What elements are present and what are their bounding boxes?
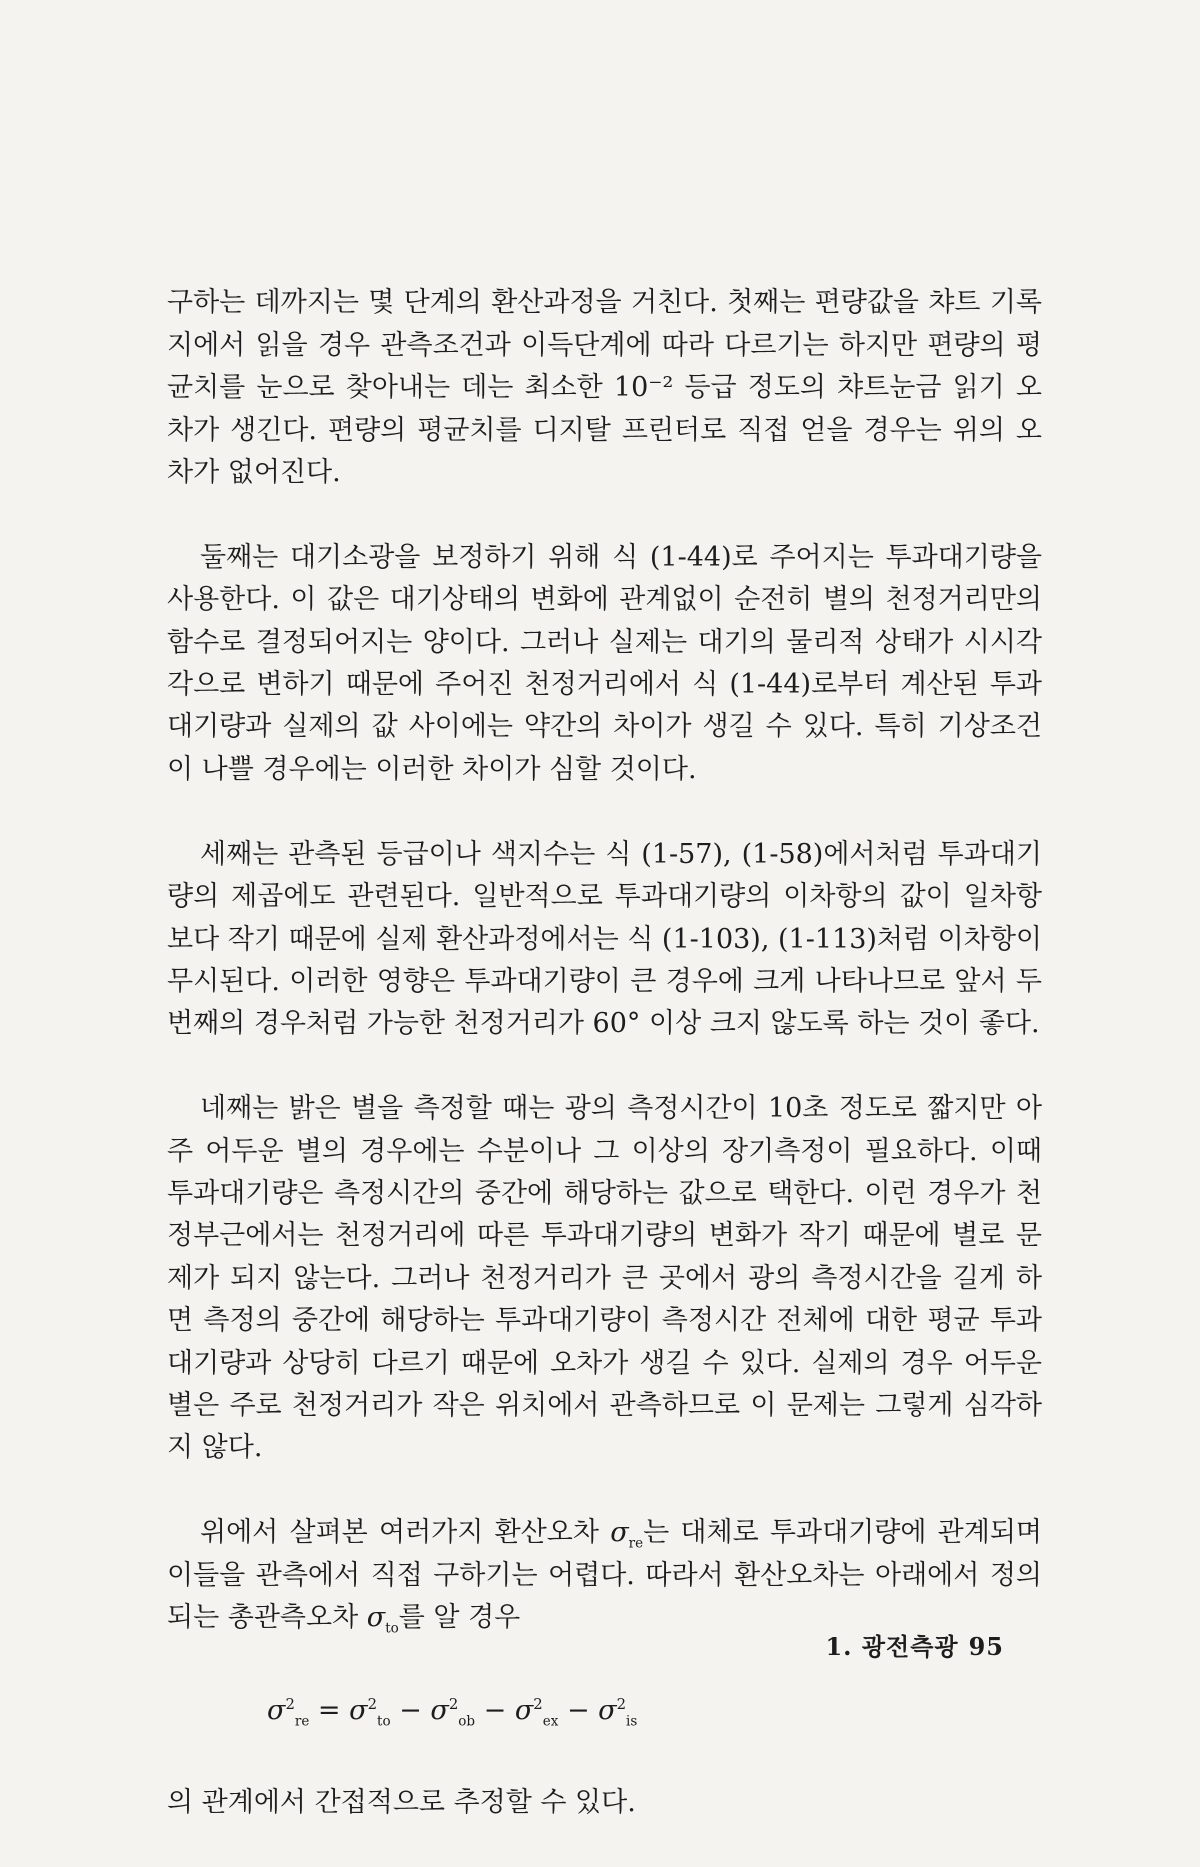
paragraph-5	[167, 1512, 1042, 1639]
closing-line: 의 관계에서 간접적으로 추정할 수 있다.	[167, 1787, 636, 1819]
page-number: 95	[968, 1632, 1004, 1661]
paragraph-5-text-b: 는 대체로 투과대기량에 관계되며 이들을 관측에서 직접 구하기는 어렵다. 따라서 환산오차는 아래에서 정의되는 총관측오차	[167, 1517, 1042, 1633]
paragraph-4: 네째는 밝은 별을 측정할 때는 광의 측정시간이 10초 정도로 짧지만 아주 어두운 별의 경우에는 수분이나 그 이상의 장기측정이 필요하다. 이때 투과대기량은 측정시간의 중간에 해당하는 값으로 택한다. 이런 경우가 천정부근에서는 천정거리에 따른 투과대기량의 변화가 작기 때문에 별로 문제가 되지 않는다. 그러나 천정거리가 큰 곳에서 광의 측정시간을 길게 하면 측정의 중간에 해당하는 투과대기량이 측정시간 전체에 대한 평균 투과대기량과 상당히 다르기 때문에 오차가 생길 수 있다. 실제의 경우 어두운 별은 주로 천정거리가 작은 위치에서 관측하므로 이 문제는 그렇게 심각하지 않다.	[167, 1093, 1042, 1464]
minus-sign: −	[475, 1694, 515, 1726]
superscript-2: 2	[285, 1694, 295, 1713]
superscript-2: 2	[616, 1694, 627, 1713]
subscript-to: to	[385, 1620, 399, 1637]
paragraph-5-text-c: 를 알 경우	[398, 1602, 521, 1633]
sigma-symbol: σ	[349, 1694, 368, 1726]
sigma-symbol: σ	[598, 1694, 617, 1726]
sigma-symbol: σ	[610, 1517, 629, 1549]
chapter-title: 1. 광전측광	[825, 1632, 959, 1661]
subscript-ex: ex	[542, 1713, 559, 1730]
minus-sign: −	[390, 1694, 431, 1726]
body-text	[167, 240, 1042, 1867]
sigma-symbol: σ	[430, 1694, 449, 1726]
paragraph-3: 세째는 관측된 등급이나 색지수는 식 (1-57), (1-58)에서처럼 투과대기량의 제곱에도 관련된다. 일반적으로 투과대기량의 이차항의 값이 일차항보다 작기 때문에 실제 환산과정에서는 식 (1-103), (1-113)처럼 이차항이 무시된다. 이러한 영향은 투과대기량이 큰 경우에 크게 나타나므로 앞서 두번째의 경우처럼 가능한 천정거리가 60° 이상 크지 않도록 하는 것이 좋다.	[167, 838, 1042, 1040]
sigma-symbol: σ	[514, 1694, 534, 1726]
equation	[167, 1682, 1042, 1740]
subscript-is: is	[626, 1713, 638, 1730]
subscript-re: re	[294, 1713, 310, 1730]
page-footer	[815, 1627, 1004, 1662]
equals-sign: =	[309, 1694, 350, 1726]
sigma-symbol: σ	[267, 1694, 286, 1726]
sigma-symbol: σ	[366, 1602, 386, 1633]
superscript-2: 2	[533, 1694, 543, 1713]
subscript-to: to	[377, 1713, 391, 1730]
superscript-2: 2	[448, 1694, 459, 1713]
paragraph-1: 구하는 데까지는 몇 단계의 환산과정을 거친다. 첫째는 편량값을 챠트 기록지에서 읽을 경우 관측조건과 이득단계에 따라 다르기는 하지만 편량의 평균치를 눈으로 찾아내는 데는 최소한 10⁻² 등급 정도의 챠트눈금 읽기 오차가 생긴다. 편량의 평균치를 디지탈 프린터로 직접 얻을 경우는 위의 오차가 없어진다.	[167, 287, 1042, 489]
paragraph-5-text-a: 위에서 살펴본 여러가지 환산오차	[200, 1517, 611, 1549]
superscript-2: 2	[367, 1694, 378, 1713]
minus-sign: −	[558, 1694, 599, 1726]
paragraph-2: 둘째는 대기소광을 보정하기 위해 식 (1-44)로 주어지는 투과대기량을 사용한다. 이 값은 대기상태의 변화에 관계없이 순전히 별의 천정거리만의 함수로 결정되어지는 양이다. 그러나 실제는 대기의 물리적 상태가 시시각각으로 변하기 때문에 주어진 천정거리에서 식 (1-44)로부터 계산된 투과대기량과 실제의 값 사이에는 약간의 차이가 생길 수 있다. 특히 기상조건이 나쁠 경우에는 이러한 차이가 심할 것이다.	[167, 541, 1042, 785]
subscript-re: re	[628, 1535, 644, 1552]
subscript-ob: ob	[458, 1713, 476, 1730]
